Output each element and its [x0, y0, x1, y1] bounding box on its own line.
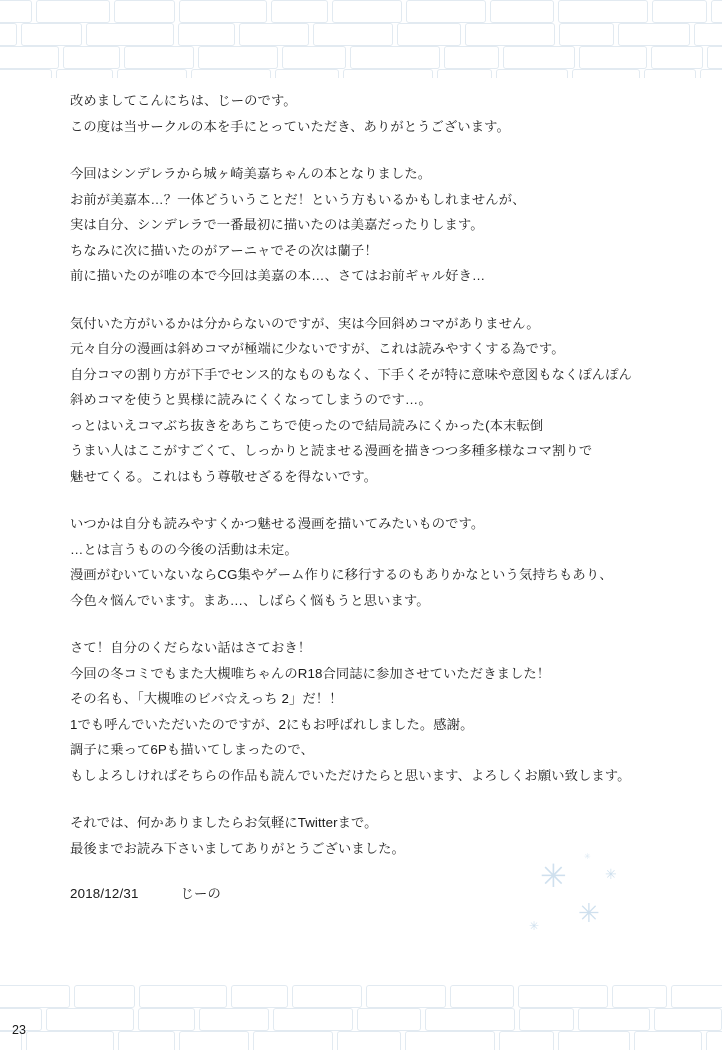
brick-segment	[117, 69, 187, 78]
brick-segment	[654, 1008, 722, 1031]
brick-segment	[0, 23, 17, 46]
brick-segment	[437, 69, 492, 78]
text-line: 元々自分の漫画は斜めコマが極端に少ないですが、これは読みやすくする為です。	[70, 341, 565, 356]
brick-segment	[366, 985, 446, 1008]
text-line: その名も、「大槻唯のビバ☆えっち 2」だ！！	[70, 691, 343, 706]
brick-segment	[179, 1031, 249, 1050]
snowflake-icon: ✳	[529, 919, 540, 933]
text-line: 今回の冬コミでもまた大槻唯ちゃんのR18合同誌に参加させていただきました！	[70, 665, 551, 681]
text-line: 前に描いたのが唯の本で今回は美嘉の本…、さてはお前ギャル好き…	[70, 268, 486, 283]
brick-segment	[124, 46, 194, 69]
brick-segment	[503, 46, 575, 69]
brick-segment	[465, 23, 555, 46]
brick-row	[0, 46, 722, 69]
text-line: さて！自分のくだらない話はさておき！	[70, 640, 312, 655]
text-line: 改めましてこんにちは、じーのです。	[70, 93, 297, 108]
paragraph-greeting	[70, 88, 670, 139]
text-line: それでは、何かありましたらお気軽にTwitterまで。	[70, 815, 378, 830]
paragraph-about-panels	[70, 311, 670, 490]
brick-segment	[518, 985, 608, 1008]
bottom-brick-border	[0, 985, 722, 1050]
brick-segment	[651, 46, 703, 69]
brick-segment	[406, 0, 486, 23]
brick-segment	[36, 0, 110, 23]
text-line: 魅せてくる。これはもう尊敬せざるを得ないです。	[70, 468, 378, 484]
text-line: もしよろしければそちらの作品も読んでいただけたらと思います、よろしくお願い致します。	[70, 767, 631, 783]
brick-segment	[558, 0, 648, 23]
brick-row	[0, 985, 722, 1008]
brick-segment	[313, 23, 393, 46]
brick-segment	[292, 985, 362, 1008]
brick-segment	[178, 23, 235, 46]
text-line: 斜めコマを使うと異様に読みにくくなってしまうのです…。	[70, 392, 432, 407]
text-line: 実は自分、シンデレラで一番最初に描いたのは美嘉だったりします。	[70, 217, 484, 232]
text-line: 気付いた方がいるかは分からないのですが、実は今回斜めコマがありません。	[70, 315, 540, 331]
brick-segment	[239, 23, 309, 46]
text-line: お前が美嘉本…？一体どういうことだ！という方もいるかもしれませんが、	[70, 191, 526, 207]
brick-segment	[444, 46, 499, 69]
text-line: この度は当サークルの本を手にとっていただき、ありがとうございます。	[70, 118, 510, 134]
brick-segment	[179, 0, 267, 23]
brick-segment	[253, 1031, 333, 1050]
brick-row	[0, 1008, 722, 1031]
brick-segment	[21, 23, 82, 46]
brick-segment	[271, 0, 328, 23]
text-line: 今色々悩んでいます。まあ…、しばらく悩もうと思います。	[70, 592, 430, 608]
text-line: 最後までお読み下さいましてありがとうございました。	[70, 840, 405, 856]
brick-segment	[198, 46, 278, 69]
paragraph-closing	[70, 810, 670, 861]
brick-segment	[0, 0, 32, 23]
brick-segment	[273, 1008, 353, 1031]
snowflake-icon: ✳	[584, 852, 591, 861]
brick-segment	[191, 69, 271, 78]
brick-segment	[337, 1031, 401, 1050]
brick-segment	[558, 1031, 630, 1050]
brick-segment	[0, 46, 59, 69]
brick-segment	[357, 1008, 421, 1031]
brick-segment	[700, 69, 722, 78]
top-brick-border	[0, 0, 722, 78]
brick-segment	[450, 985, 514, 1008]
text-line: ちなみに次に描いたのがアーニャでその次は蘭子！	[70, 242, 378, 258]
brick-segment	[711, 0, 722, 23]
brick-segment	[579, 46, 647, 69]
brick-segment	[707, 46, 722, 69]
page-number: 23	[12, 1023, 26, 1037]
brick-segment	[231, 985, 288, 1008]
text-line: っとはいえコマぶち抜きをあちこちで使ったので結局読みにくかった(本末転倒	[70, 417, 544, 433]
brick-segment	[499, 1031, 554, 1050]
text-line: 調子に乗って6Pも描いてしまったので、	[70, 742, 314, 757]
signature-date: 2018/12/31	[70, 886, 139, 901]
text-line: …とは言うものの今後の活動は未定。	[70, 541, 298, 557]
text-line: 漫画がむいていないならCG集やゲーム作りに移行するのもありかなという気持ちもあり、	[70, 567, 613, 582]
brick-segment	[86, 23, 174, 46]
brick-segment	[139, 985, 227, 1008]
snowflake-icon: ✳	[578, 898, 600, 928]
brick-segment	[519, 1008, 574, 1031]
text-line: うまい人はここがすごくて、しっかりと読ませる漫画を描きつつ多種多様なコマ割りで	[70, 443, 593, 458]
brick-segment	[496, 69, 568, 78]
snowflake-icon: ✳	[605, 866, 617, 882]
brick-segment	[63, 46, 120, 69]
brick-segment	[559, 23, 614, 46]
brick-segment	[118, 1031, 175, 1050]
brick-segment	[694, 23, 722, 46]
brick-segment	[332, 0, 402, 23]
text-line: 1でも呼んでいただいたのですが、2にもお呼ばれしました。感謝。	[70, 716, 474, 732]
brick-segment	[56, 69, 113, 78]
brick-segment	[0, 69, 52, 78]
brick-segment	[578, 1008, 650, 1031]
brick-segment	[275, 69, 339, 78]
snowflake-icon: ✳	[540, 858, 567, 894]
paragraph-future-plans	[70, 511, 670, 613]
brick-segment	[490, 0, 554, 23]
paragraph-announcement	[70, 635, 670, 788]
brick-segment	[343, 69, 433, 78]
brick-row	[0, 1031, 722, 1050]
brick-segment	[644, 69, 696, 78]
brick-segment	[138, 1008, 195, 1031]
brick-row	[0, 69, 722, 78]
brick-segment	[74, 985, 135, 1008]
brick-segment	[350, 46, 440, 69]
brick-segment	[199, 1008, 269, 1031]
signature-author-name: じーの	[180, 886, 222, 901]
brick-segment	[397, 23, 461, 46]
brick-segment	[46, 1008, 134, 1031]
brick-segment	[706, 1031, 722, 1050]
brick-segment	[612, 985, 667, 1008]
brick-segment	[114, 0, 175, 23]
brick-segment	[425, 1008, 515, 1031]
brick-segment	[26, 1031, 114, 1050]
brick-segment	[405, 1031, 495, 1050]
brick-segment	[652, 0, 707, 23]
brick-segment	[0, 985, 70, 1008]
brick-row	[0, 23, 722, 46]
brick-segment	[282, 46, 346, 69]
paragraph-about-book	[70, 161, 670, 289]
text-line: 自分コマの割り方が下手でセンス的なものもなく、下手くそが特に意味や意図もなくぽんぽん	[70, 366, 633, 382]
brick-segment	[572, 69, 640, 78]
brick-segment	[618, 23, 690, 46]
brick-segment	[634, 1031, 702, 1050]
text-line: いつかは自分も読みやすくかつ魅せる漫画を描いてみたいものです。	[70, 516, 485, 531]
text-line: 今回はシンデレラから城ヶ崎美嘉ちゃんの本となりました。	[70, 166, 432, 181]
afterword-text-block	[70, 88, 670, 902]
brick-segment	[671, 985, 722, 1008]
brick-row	[0, 0, 722, 23]
